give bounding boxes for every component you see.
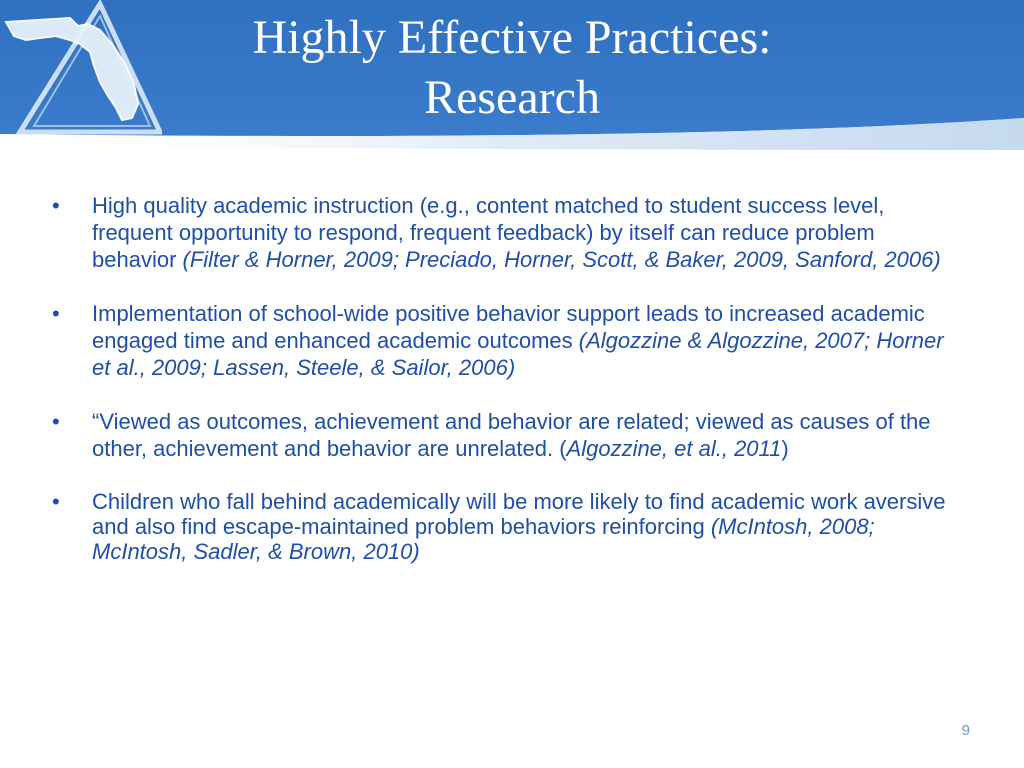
bullet-list xyxy=(52,192,962,591)
florida-triangle-logo-icon xyxy=(0,0,162,140)
bullet-tail: ) xyxy=(781,436,789,461)
bullet-text: “Viewed as outcomes, achievement and behavior are related; viewed as causes of the other, achievement and behavior are unrelated. ( xyxy=(92,409,931,461)
bullet-icon: • xyxy=(52,301,60,326)
title-line-2: Research xyxy=(424,71,600,124)
title-line-1: Highly Effective Practices: xyxy=(252,11,772,64)
bullet-citation: (McIntosh, 2008; McIntosh, Sadler, & Brown, 2010) xyxy=(92,514,875,564)
bullet-citation: (Algozzine & Algozzine, 2007; Horner et al., 2009; Lassen, Steele, & Sailor, 2006) xyxy=(92,328,944,380)
bullet-citation: Algozzine, et al., 2011 xyxy=(566,436,782,461)
page-number: 9 xyxy=(961,722,970,739)
bullet-item xyxy=(52,489,962,564)
bullet-text: High quality academic instruction (e.g., content matched to student success level, frequent opportunity to respond, frequent feedback) by itself can reduce problem behavior xyxy=(92,193,885,272)
bullet-icon: • xyxy=(52,489,60,514)
slide-title xyxy=(120,8,904,128)
bullet-icon: • xyxy=(52,193,60,218)
bullet-item xyxy=(52,192,962,273)
bullet-citation: (Filter & Horner, 2009; Preciado, Horner, Scott, & Baker, 2009, Sanford, 2006) xyxy=(182,247,941,272)
bullet-item xyxy=(52,300,962,381)
bullet-item xyxy=(52,408,962,462)
slide-header xyxy=(0,0,1024,160)
bullet-text: Implementation of school-wide positive behavior support leads to increased academic engaged time and enhanced academic outcomes xyxy=(92,301,925,353)
bullet-text: Children who fall behind academically will be more likely to find academic work aversive and also find escape-maintained problem behaviors reinforcing xyxy=(92,489,946,539)
bullet-icon: • xyxy=(52,409,60,434)
